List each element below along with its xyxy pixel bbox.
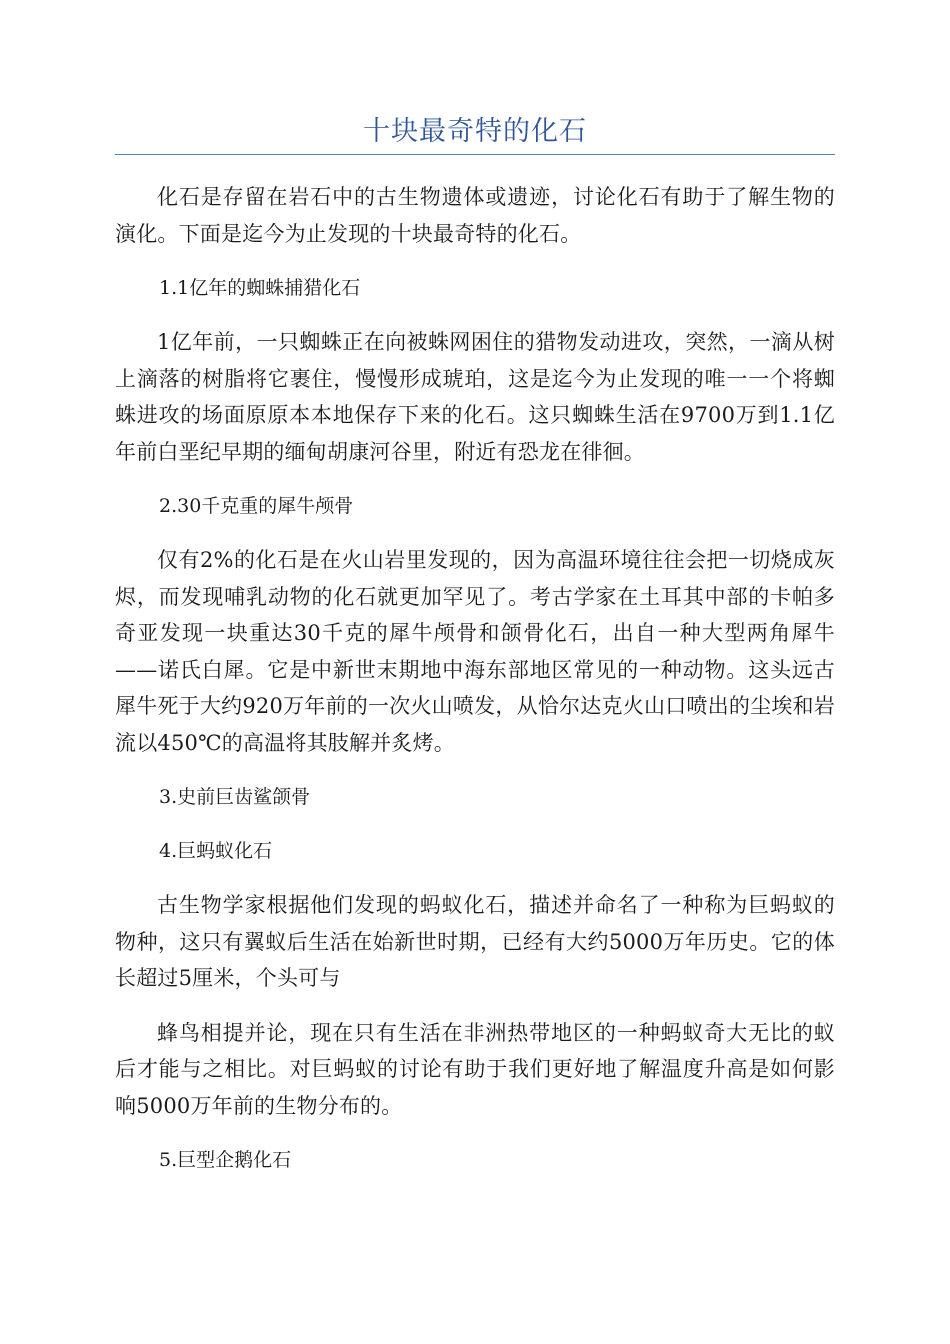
page-title: 十块最奇特的化石 [115, 112, 835, 155]
document-page [115, 112, 835, 1196]
giant-ant-paragraph-2: 蜂鸟相提并论，现在只有生活在非洲热带地区的一种蚂蚁奇大无比的蚁后才能与之相比。对巨蚂蚁的讨论有助于我们更好地了解温度升高是如何影响5000万年前的生物分布的。 [115, 1020, 835, 1118]
section-heading-giant-ant: 4.巨蚂蚁化石 [159, 840, 273, 862]
rhino-paragraph: 仅有2%的化石是在火山岩里发现的，因为高温环境往往会把一切烧成灰烬，而发现哺乳动物的化石就更加罕见了。考古学家在土耳其中部的卡帕多奇亚发现一块重达30千克的犀牛颅骨和颌骨化石，出自一种大型两角犀牛——诺氏白犀。它是中新世末期地中海东部地区常见的一种动物。这头远古犀牛死于大约920万年前的一次火山喷发，从恰尔达克火山口喷出的尘埃和岩流以450℃的高温将其肢解并炙烤。 [115, 548, 835, 755]
section-heading-megalodon: 3.史前巨齿鲨颌骨 [159, 786, 311, 808]
document-body [115, 179, 835, 1178]
section-heading-spider: 1.1亿年的蜘蛛捕猎化石 [159, 277, 361, 299]
intro-paragraph: 化石是存留在岩石中的古生物遗体或遗迹，讨论化石有助于了解生物的演化。下面是迄今为止发现的十块最奇特的化石。 [115, 185, 835, 246]
spider-paragraph: 1亿年前，一只蜘蛛正在向被蛛网困住的猎物发动进攻，突然，一滴从树上滴落的树脂将它裹住，慢慢形成琥珀，这是迄今为止发现的唯一一个将蜘蛛进攻的场面原原本本地保存下来的化石。这只蜘蛛生活在9700万到1.1亿年前白垩纪早期的缅甸胡康河谷里，附近有恐龙在徘徊。 [115, 330, 835, 464]
section-heading-rhino: 2.30千克重的犀牛颅骨 [159, 495, 354, 517]
section-heading-penguin: 5.巨型企鹅化石 [159, 1149, 292, 1171]
giant-ant-paragraph-1: 古生物学家根据他们发现的蚂蚁化石，描述并命名了一种称为巨蚂蚁的物种，这只有翼蚁后生活在始新世时期，已经有大约5000万年历史。它的体长超过5厘米，个头可与 [115, 893, 835, 990]
